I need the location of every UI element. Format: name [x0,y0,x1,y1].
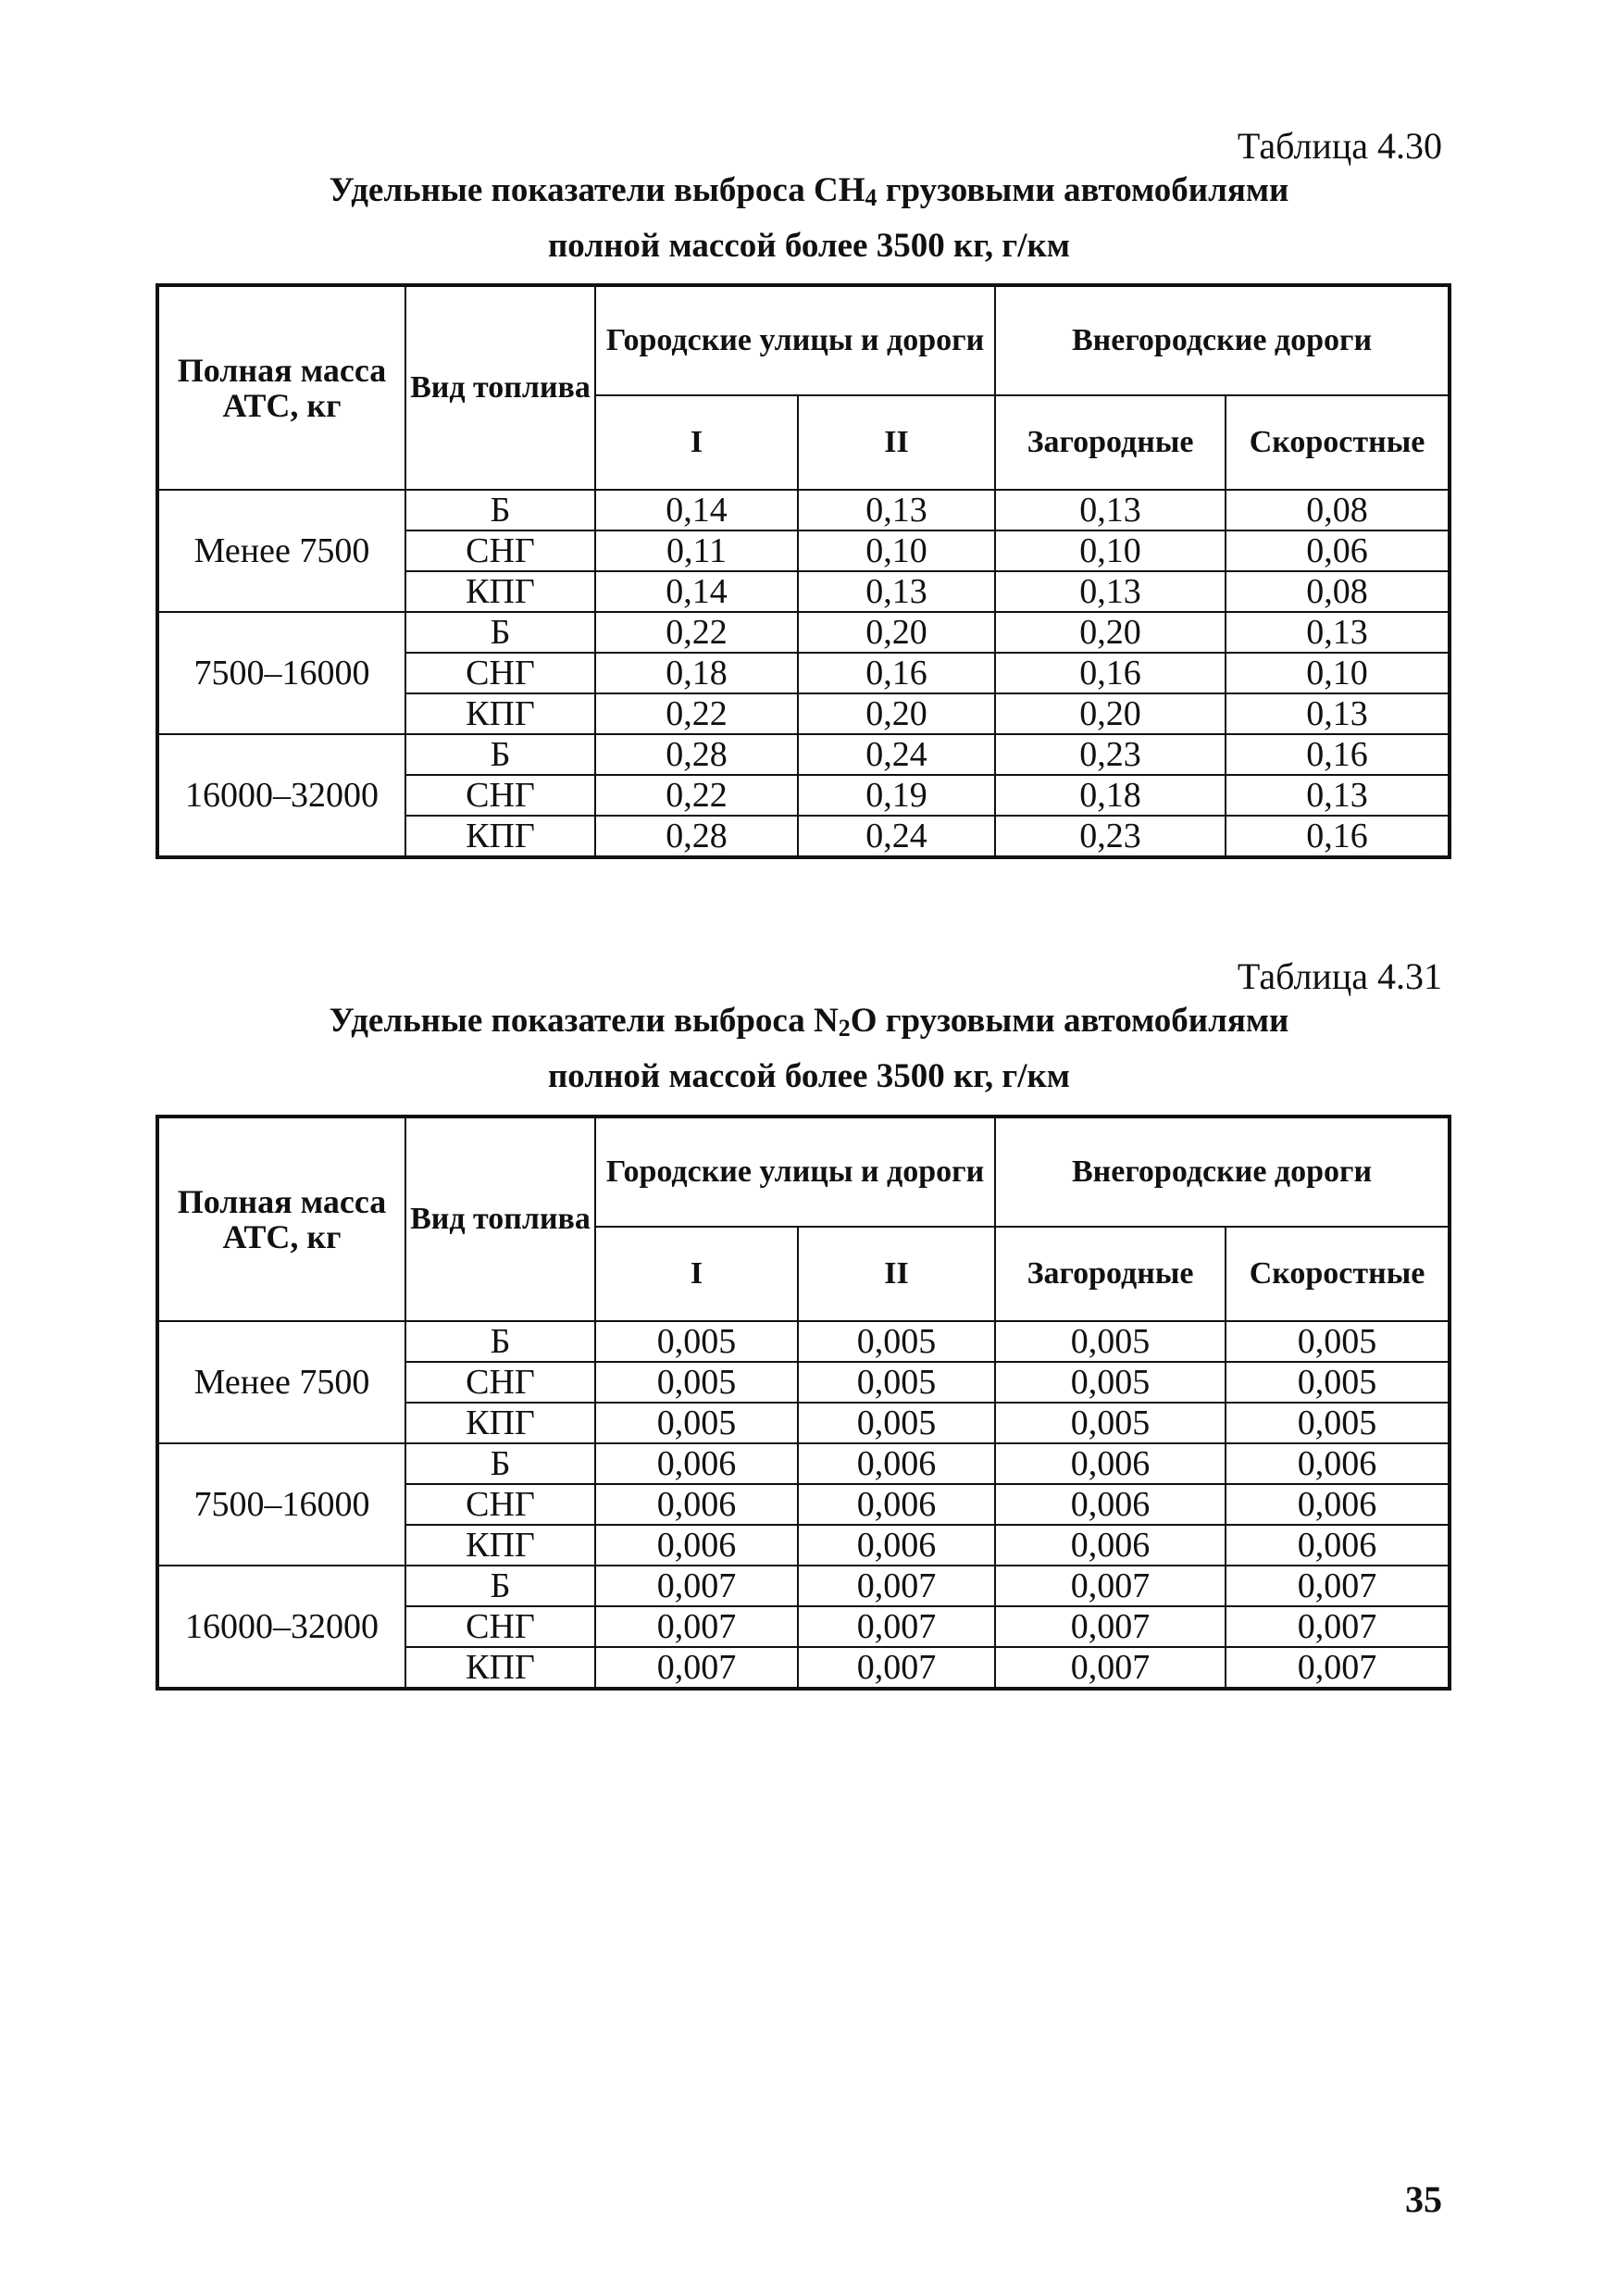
value-cell: 0,005 [1226,1321,1450,1362]
header-city: Городские улицы и дороги [595,285,995,395]
value-cell: 0,08 [1226,571,1450,612]
header-city-col: II [798,1227,995,1321]
value-cell: 0,13 [1226,612,1450,653]
value-cell: 0,005 [995,1403,1226,1443]
table-row [157,490,1450,530]
value-cell: 0,007 [798,1647,995,1689]
value-cell: 0,16 [1226,816,1450,857]
value-cell: 0,20 [995,612,1226,653]
table-title-line1 [0,167,1618,222]
mass-cell: 7500–16000 [157,612,405,734]
value-cell: 0,005 [995,1321,1226,1362]
value-cell: 0,006 [1226,1484,1450,1525]
value-cell: 0,13 [1226,775,1450,816]
header-outside-col: Скоростные [1226,395,1450,490]
fuel-cell: КПГ [405,1525,595,1566]
value-cell: 0,28 [595,816,798,857]
fuel-cell: СНГ [405,1606,595,1647]
value-cell: 0,24 [798,734,995,775]
title-text: грузовыми автомобилями [877,171,1289,209]
table-label: Таблица 4.31 [1237,955,1442,997]
value-cell: 0,005 [995,1362,1226,1403]
value-cell: 0,20 [798,693,995,734]
header-city: Городские улицы и дороги [595,1117,995,1227]
header-outside-col: Загородные [995,395,1226,490]
fuel-cell: КПГ [405,571,595,612]
table-title-line1 [0,997,1618,1053]
header-city-col: II [798,395,995,490]
value-cell: 0,005 [798,1321,995,1362]
value-cell: 0,16 [798,653,995,693]
value-cell: 0,007 [798,1606,995,1647]
value-cell: 0,007 [1226,1566,1450,1606]
value-cell: 0,06 [1226,530,1450,571]
value-cell: 0,007 [995,1606,1226,1647]
title-text: O грузовыми автомобилями [850,1002,1289,1040]
value-cell: 0,14 [595,571,798,612]
value-cell: 0,006 [1226,1443,1450,1484]
value-cell: 0,005 [798,1362,995,1403]
value-cell: 0,23 [995,816,1226,857]
mass-cell: Менее 7500 [157,1321,405,1443]
value-cell: 0,006 [995,1525,1226,1566]
fuel-cell: Б [405,490,595,530]
value-cell: 0,007 [1226,1647,1450,1689]
table-row [157,1321,1450,1362]
header-mass: Полная масса АТС, кг [157,285,405,490]
header-outside-col: Скоростные [1226,1227,1450,1321]
value-cell: 0,006 [595,1525,798,1566]
fuel-cell: Б [405,612,595,653]
value-cell: 0,13 [798,571,995,612]
value-cell: 0,007 [798,1566,995,1606]
value-cell: 0,10 [798,530,995,571]
value-cell: 0,18 [995,775,1226,816]
page-number: 35 [1405,2178,1442,2220]
value-cell: 0,005 [595,1403,798,1443]
value-cell: 0,11 [595,530,798,571]
mass-cell: 16000–32000 [157,1566,405,1689]
value-cell: 0,006 [798,1443,995,1484]
value-cell: 0,007 [995,1566,1226,1606]
header-city-col: I [595,395,798,490]
value-cell: 0,22 [595,775,798,816]
header-fuel: Вид топлива [405,1117,595,1321]
title-subscript: 4 [865,184,877,212]
value-cell: 0,007 [595,1566,798,1606]
fuel-cell: Б [405,1443,595,1484]
value-cell: 0,22 [595,693,798,734]
mass-cell: Менее 7500 [157,490,405,612]
value-cell: 0,006 [995,1443,1226,1484]
fuel-cell: СНГ [405,530,595,571]
value-cell: 0,10 [995,530,1226,571]
value-cell: 0,20 [995,693,1226,734]
title-subscript: 2 [838,1015,851,1042]
value-cell: 0,006 [995,1484,1226,1525]
title-text: Удельные показатели выброса N [329,1002,839,1040]
emission-table-ch4 [156,283,1451,859]
header-outside-col: Загородные [995,1227,1226,1321]
table-row [157,1443,1450,1484]
table-title [0,997,1618,1101]
table-title-line2: полной массой более 3500 кг, г/км [547,1057,1070,1096]
value-cell: 0,006 [1226,1525,1450,1566]
fuel-cell: СНГ [405,1362,595,1403]
table-label: Таблица 4.30 [1237,125,1442,167]
header-outside: Внегородские дороги [995,285,1450,395]
value-cell: 0,13 [995,571,1226,612]
value-cell: 0,08 [1226,490,1450,530]
value-cell: 0,005 [595,1321,798,1362]
value-cell: 0,005 [798,1403,995,1443]
value-cell: 0,13 [995,490,1226,530]
fuel-cell: Б [405,1566,595,1606]
table-row [157,1566,1450,1606]
emission-table-n2o [156,1115,1451,1691]
value-cell: 0,18 [595,653,798,693]
mass-cell: 7500–16000 [157,1443,405,1566]
value-cell: 0,16 [1226,734,1450,775]
mass-cell: 16000–32000 [157,734,405,857]
value-cell: 0,19 [798,775,995,816]
value-cell: 0,006 [798,1484,995,1525]
value-cell: 0,006 [595,1443,798,1484]
header-mass: Полная масса АТС, кг [157,1117,405,1321]
value-cell: 0,007 [595,1647,798,1689]
title-text: Удельные показатели выброса CH [329,171,865,209]
table-row [157,612,1450,653]
fuel-cell: КПГ [405,816,595,857]
table-row [157,734,1450,775]
value-cell: 0,10 [1226,653,1450,693]
value-cell: 0,006 [798,1525,995,1566]
fuel-cell: КПГ [405,693,595,734]
value-cell: 0,005 [595,1362,798,1403]
value-cell: 0,005 [1226,1362,1450,1403]
header-city-col: I [595,1227,798,1321]
fuel-cell: СНГ [405,653,595,693]
value-cell: 0,20 [798,612,995,653]
value-cell: 0,007 [595,1606,798,1647]
value-cell: 0,005 [1226,1403,1450,1443]
fuel-cell: СНГ [405,1484,595,1525]
value-cell: 0,16 [995,653,1226,693]
value-cell: 0,23 [995,734,1226,775]
fuel-cell: КПГ [405,1647,595,1689]
value-cell: 0,007 [995,1647,1226,1689]
header-fuel: Вид топлива [405,285,595,490]
fuel-cell: СНГ [405,775,595,816]
fuel-cell: КПГ [405,1403,595,1443]
header-outside: Внегородские дороги [995,1117,1450,1227]
value-cell: 0,28 [595,734,798,775]
value-cell: 0,22 [595,612,798,653]
table-title [0,167,1618,270]
value-cell: 0,13 [798,490,995,530]
value-cell: 0,006 [595,1484,798,1525]
value-cell: 0,13 [1226,693,1450,734]
value-cell: 0,007 [1226,1606,1450,1647]
fuel-cell: Б [405,1321,595,1362]
value-cell: 0,24 [798,816,995,857]
table-title-line2: полной массой более 3500 кг, г/км [547,227,1070,266]
value-cell: 0,14 [595,490,798,530]
fuel-cell: Б [405,734,595,775]
